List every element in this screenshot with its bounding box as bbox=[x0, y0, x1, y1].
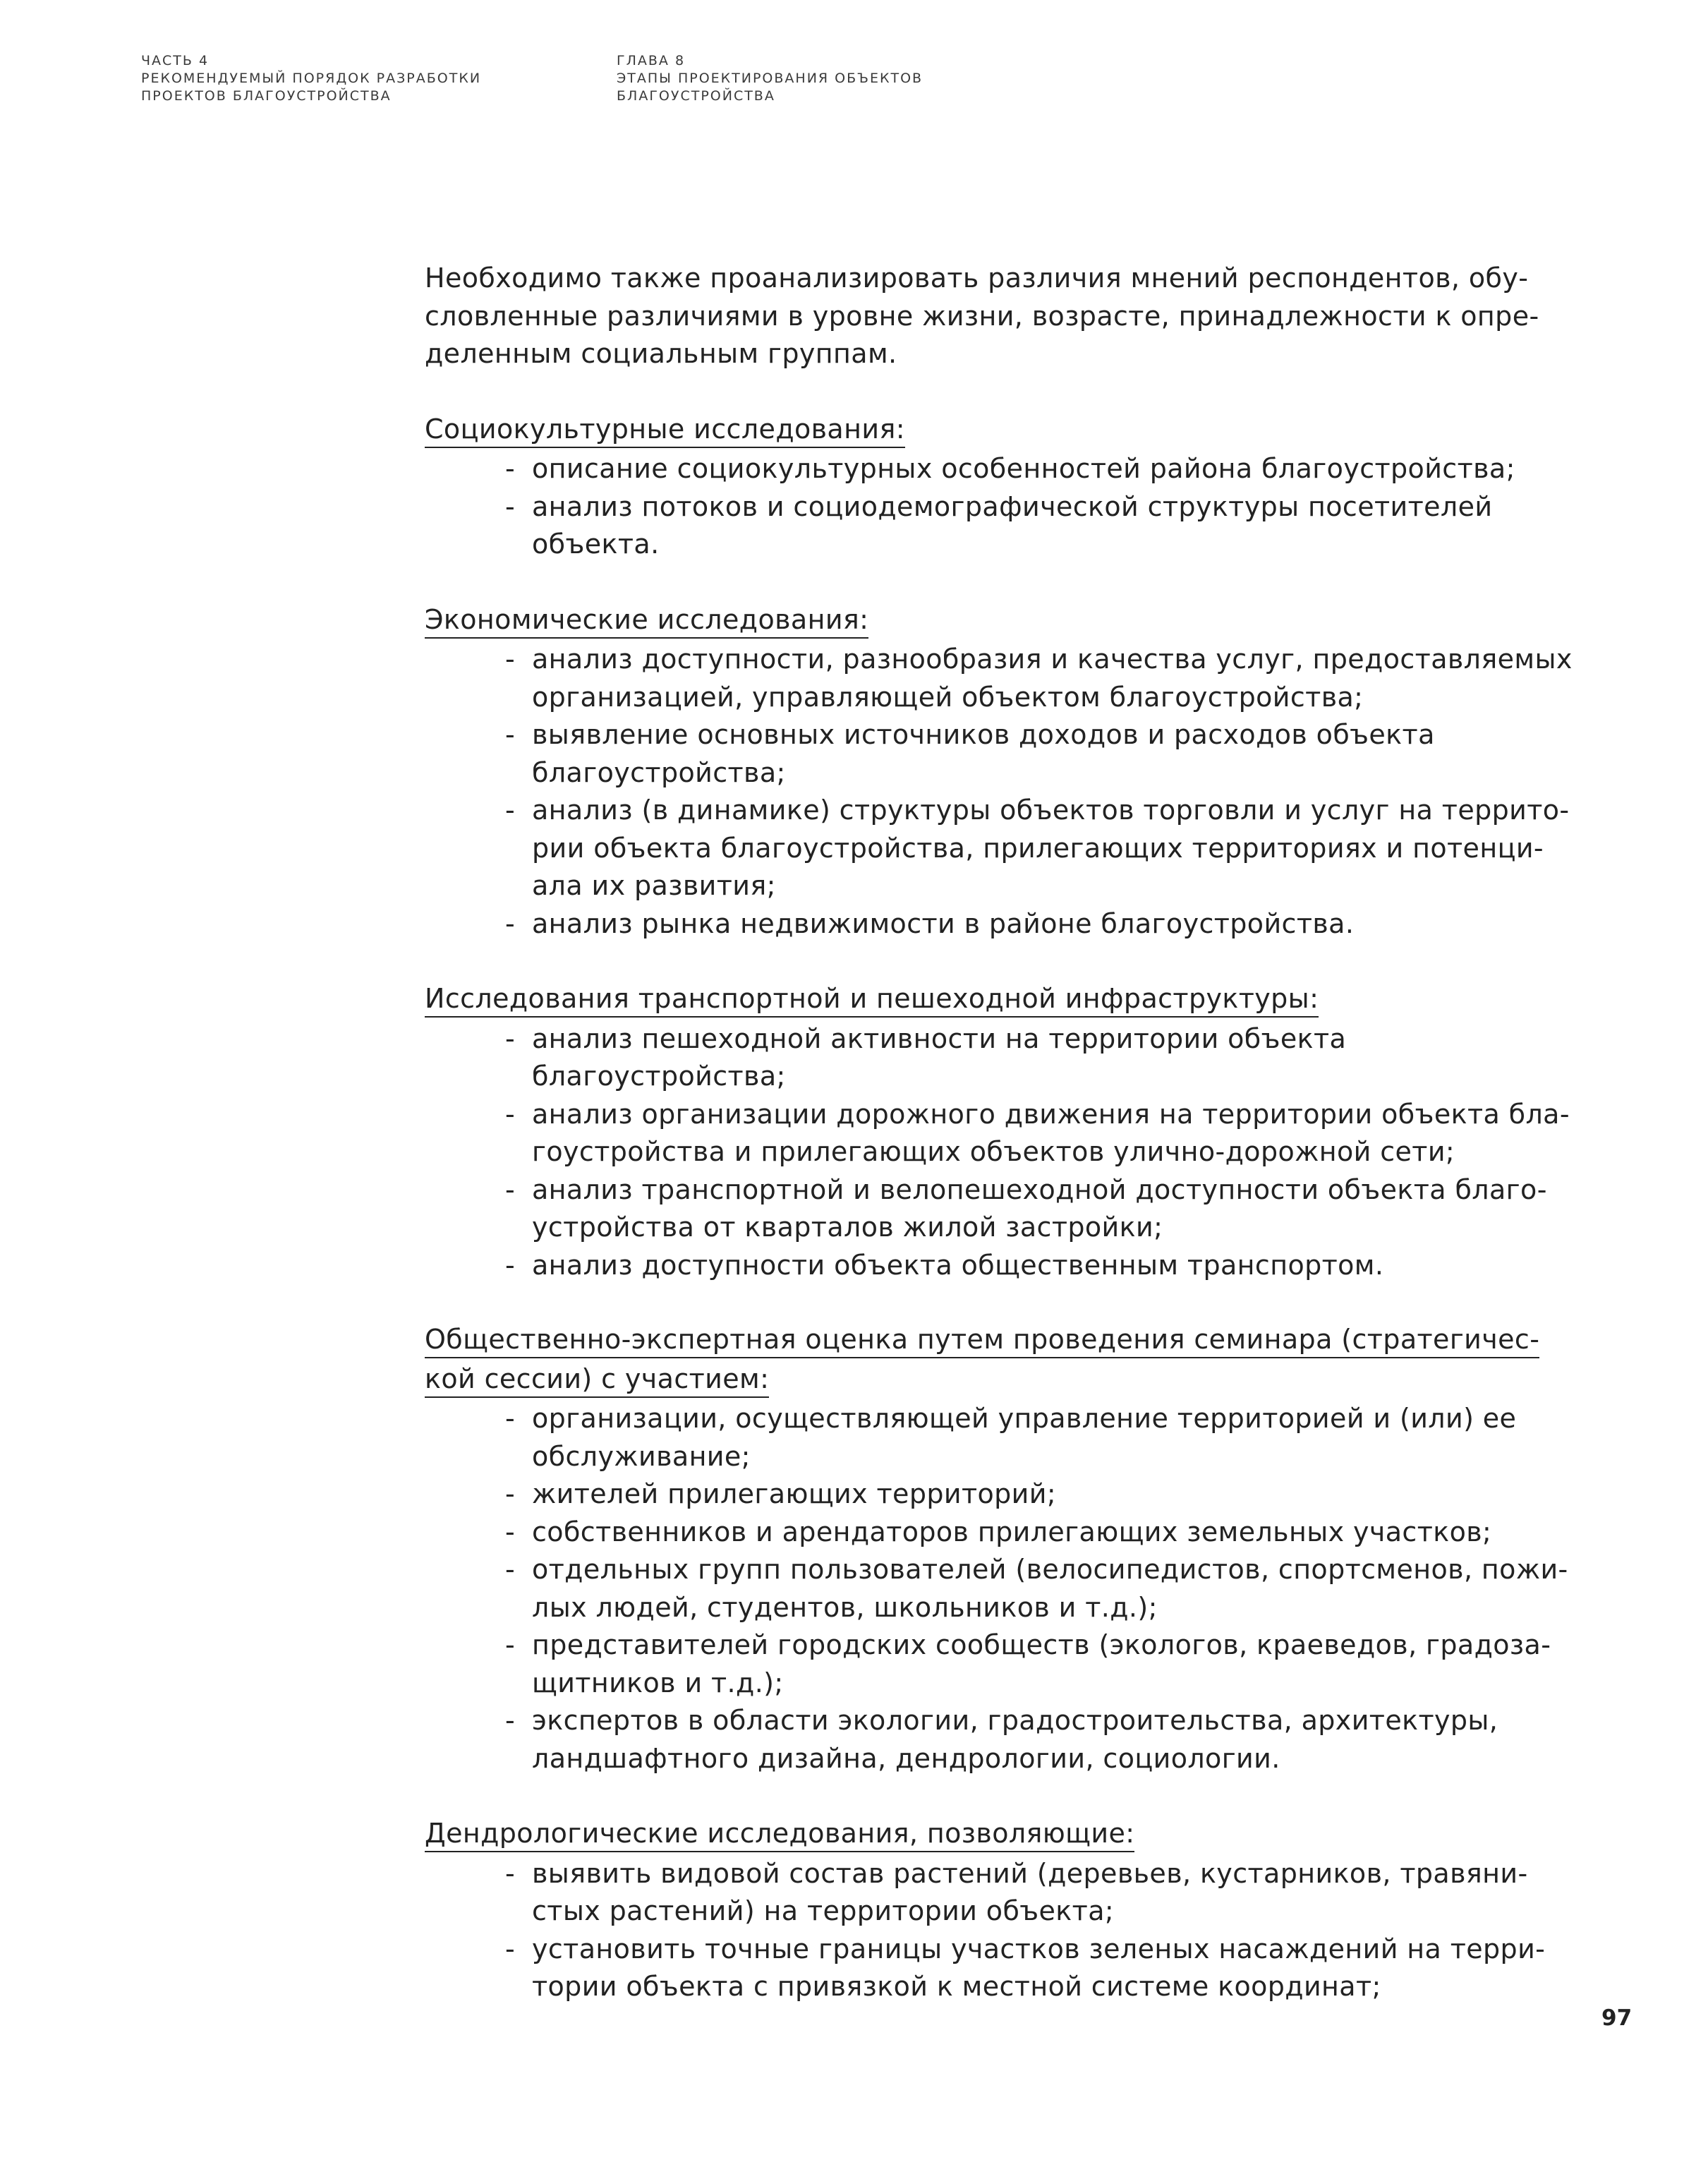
list-item-line: представителей городских сообществ (экологов, краеведов, градоза- bbox=[532, 1629, 1551, 1660]
list-item bbox=[425, 716, 1568, 792]
list-item-line: объекта. bbox=[532, 529, 660, 560]
list-item-line: благоустройства; bbox=[532, 756, 786, 788]
list-item bbox=[425, 1626, 1568, 1702]
header-chapter-line: ГЛАВА 8 bbox=[617, 53, 686, 68]
list-item bbox=[425, 1855, 1568, 1931]
list-item bbox=[425, 792, 1568, 905]
section-heading: Экономические исследования: bbox=[425, 602, 868, 639]
list-item-line: анализ потоков и социодемографической структуры посетителей bbox=[532, 490, 1493, 522]
list-item-line: устройства от кварталов жилой застройки; bbox=[532, 1212, 1163, 1243]
dash-bullet: - bbox=[505, 1516, 516, 1547]
dash-bullet: - bbox=[505, 1933, 516, 1964]
list-item-line: анализ пешеходной активности на территории объекта bbox=[532, 1022, 1347, 1054]
dash-bullet: - bbox=[505, 1554, 516, 1585]
section-heading-line: Общественно-экспертная оценка путем проведения семинара (стратегичес- bbox=[425, 1322, 1539, 1358]
list-item-line: собственников и арендаторов прилегающих земельных участков; bbox=[532, 1516, 1492, 1547]
bullet-list bbox=[425, 450, 1568, 564]
list-item bbox=[425, 1514, 1568, 1552]
list-item-line: организацией, управляющей объектом благоустройства; bbox=[532, 681, 1364, 713]
list-item-line: обслуживание; bbox=[532, 1440, 751, 1472]
section-economic bbox=[425, 601, 1573, 943]
list-item-line: выявление основных источников доходов и расходов объекта bbox=[532, 719, 1435, 750]
list-item-line: установить точные границы участков зеленых насаждений на терри- bbox=[532, 1933, 1546, 1964]
list-item-line: анализ организации дорожного движения на территории объекта бла- bbox=[532, 1098, 1570, 1130]
running-header-part bbox=[141, 52, 481, 105]
dash-bullet: - bbox=[505, 453, 516, 484]
list-item bbox=[425, 641, 1573, 716]
section-heading: Дендрологические исследования, позволяющие: bbox=[425, 1816, 1134, 1852]
list-item-line: анализ доступности объекта общественным транспортом. bbox=[532, 1249, 1384, 1281]
header-part-line: ПРОЕКТОВ БЛАГОУСТРОЙСТВА bbox=[141, 88, 392, 104]
section-heading-line: кой сессии) с участием: bbox=[425, 1361, 769, 1398]
list-item-line: анализ (в динамике) структуры объектов торговли и услуг на террито- bbox=[532, 795, 1570, 826]
list-item bbox=[425, 450, 1568, 488]
list-item-line: экспертов в области экологии, градостроительства, архитектуры, bbox=[532, 1705, 1498, 1736]
list-item bbox=[425, 905, 1568, 943]
list-item-line: описание социокультурных особенностей района благоустройства; bbox=[532, 453, 1515, 484]
intro-line: Необходимо также проанализировать различия мнений респондентов, обу- bbox=[425, 262, 1529, 294]
dash-bullet: - bbox=[505, 1857, 516, 1889]
list-item bbox=[425, 1702, 1568, 1777]
header-chapter-line: БЛАГОУСТРОЙСТВА bbox=[617, 88, 775, 104]
section-heading: Социокультурные исследования: bbox=[425, 411, 905, 448]
list-item-line: выявить видовой состав растений (деревьев, кустарников, травяни- bbox=[532, 1857, 1528, 1889]
running-header-chapter bbox=[617, 52, 923, 105]
section-transport bbox=[425, 980, 1568, 1284]
list-item-line: жителей прилегающих территорий; bbox=[532, 1478, 1057, 1509]
list-item bbox=[425, 1400, 1568, 1475]
body-text bbox=[425, 260, 1573, 2006]
list-item bbox=[425, 1171, 1568, 1247]
header-chapter-line: ЭТАПЫ ПРОЕКТИРОВАНИЯ ОБЪЕКТОВ bbox=[617, 71, 923, 86]
bullet-list bbox=[425, 1400, 1568, 1777]
intro-line: деленным социальным группам. bbox=[425, 338, 897, 369]
list-item bbox=[425, 488, 1568, 564]
list-item-line: отдельных групп пользователей (велосипедистов, спортсменов, пожи- bbox=[532, 1554, 1568, 1585]
dash-bullet: - bbox=[505, 1403, 516, 1434]
list-item-line: рии объекта благоустройства, прилегающих территориях и потенци- bbox=[532, 832, 1544, 864]
list-item bbox=[425, 1247, 1568, 1285]
section-expert-evaluation bbox=[425, 1322, 1568, 1777]
list-item-line: анализ рынка недвижимости в районе благоустройства. bbox=[532, 907, 1355, 939]
dash-bullet: - bbox=[505, 490, 516, 522]
section-sociocultural bbox=[425, 411, 1568, 564]
dash-bullet: - bbox=[505, 644, 516, 675]
page-number: 97 bbox=[1601, 2005, 1633, 2031]
list-item-line: анализ транспортной и велопешеходной доступности объекта благо- bbox=[532, 1173, 1547, 1205]
header-part-line: РЕКОМЕНДУЕМЫЙ ПОРЯДОК РАЗРАБОТКИ bbox=[141, 71, 482, 86]
bullet-list bbox=[425, 1855, 1568, 2006]
dash-bullet: - bbox=[505, 1478, 516, 1509]
list-item-line: тории объекта с привязкой к местной системе координат; bbox=[532, 1971, 1381, 2002]
dash-bullet: - bbox=[505, 1629, 516, 1660]
list-item-line: стых растений) на территории объекта; bbox=[532, 1895, 1115, 1926]
dash-bullet: - bbox=[505, 907, 516, 939]
section-heading: Исследования транспортной и пешеходной инфраструктуры: bbox=[425, 981, 1319, 1018]
list-item-line: организации, осуществляющей управление территорией и (или) ее bbox=[532, 1403, 1517, 1434]
bullet-list bbox=[425, 641, 1573, 943]
list-item bbox=[425, 1096, 1568, 1171]
bullet-list bbox=[425, 1020, 1568, 1285]
list-item bbox=[425, 1551, 1568, 1626]
list-item bbox=[425, 1020, 1568, 1096]
dash-bullet: - bbox=[505, 1705, 516, 1736]
section-dendrological bbox=[425, 1815, 1568, 2006]
list-item-line: ала их развития; bbox=[532, 870, 776, 901]
list-item-line: лых людей, студентов, школьников и т.д.); bbox=[532, 1591, 1158, 1623]
dash-bullet: - bbox=[505, 1249, 516, 1281]
dash-bullet: - bbox=[505, 1098, 516, 1130]
intro-line: словленные различиями в уровне жизни, возрасте, принадлежности к опре- bbox=[425, 300, 1539, 332]
list-item-line: ландшафтного дизайна, дендрологии, социологии. bbox=[532, 1742, 1280, 1774]
dash-bullet: - bbox=[505, 1173, 516, 1205]
dash-bullet: - bbox=[505, 795, 516, 826]
dash-bullet: - bbox=[505, 1022, 516, 1054]
list-item-line: щитников и т.д.); bbox=[532, 1667, 784, 1698]
list-item bbox=[425, 1475, 1568, 1514]
list-item-line: гоустройства и прилегающих объектов улично-дорожной сети; bbox=[532, 1136, 1455, 1167]
header-part-line: ЧАСТЬ 4 bbox=[141, 53, 210, 68]
list-item-line: благоустройства; bbox=[532, 1061, 786, 1092]
list-item-line: анализ доступности, разнообразия и качества услуг, предоставляемых bbox=[532, 644, 1573, 675]
dash-bullet: - bbox=[505, 719, 516, 750]
list-item bbox=[425, 1931, 1568, 2006]
intro-paragraph bbox=[425, 260, 1568, 373]
